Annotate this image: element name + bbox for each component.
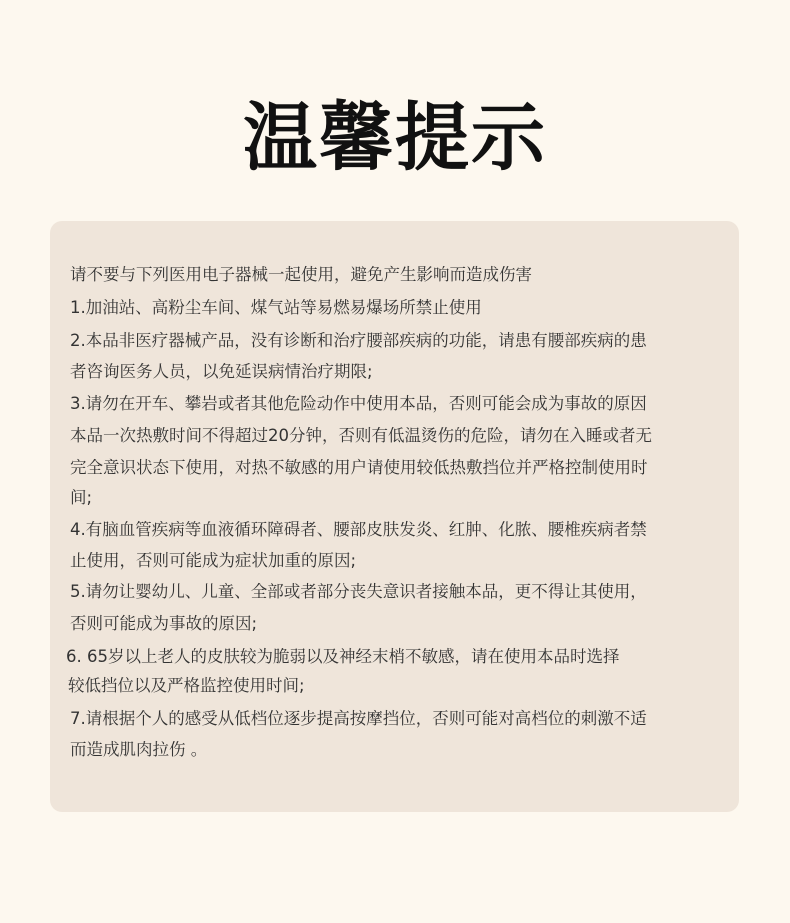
notice-item-3-line-2: 本品一次热敷时间不得超过20分钟，否则有低温烫伤的危险，请勿在入睡或者无 — [70, 426, 652, 445]
notice-item-7-line-1: 7.请根据个人的感受从低档位逐步提高按摩挡位，否则可能对高档位的刺激不适 — [70, 709, 647, 728]
notice-item-7-line-2: 而造成肌肉拉伤 。 — [70, 740, 208, 759]
page-title: 温馨提示 — [243, 95, 547, 181]
notice-item-4-line-2: 止使用，否则可能成为症状加重的原因; — [70, 551, 357, 570]
notice-item-5-line-1: 5.请勿让婴幼儿、儿童、全部或者部分丧失意识者接触本品，更不得让其使用， — [70, 582, 647, 601]
notice-item-5-line-2: 否则可能成为事故的原因; — [70, 614, 258, 633]
notice-item-3-line-1: 3.请勿在开车、攀岩或者其他危险动作中使用本品，否则可能会成为事故的原因 — [70, 394, 647, 413]
notice-item-6-line-1: 6. 65岁以上老人的皮肤较为脆弱以及神经末梢不敏感，请在使用本品时选择 — [66, 647, 620, 666]
notice-item-6-line-2: 较低挡位以及严格监控使用时间; — [68, 676, 305, 695]
notice-item-2-line-1: 2.本品非医疗器械产品，没有诊断和治疗腰部疾病的功能，请患有腰部疾病的患 — [70, 331, 647, 350]
notice-item-4-line-1: 4.有脑血管疾病等血液循环障碍者、腰部皮肤发炎、红肿、化脓、腰椎疾病者禁 — [70, 520, 647, 539]
notice-item-1: 1.加油站、高粉尘车间、煤气站等易燃易爆场所禁止使用 — [70, 298, 482, 317]
notice-intro: 请不要与下列医用电子器械一起使用，避免产生影响而造成伤害 — [70, 265, 532, 284]
notice-item-3-line-4: 间; — [70, 488, 93, 507]
notice-item-2-line-2: 者咨询医务人员，以免延误病情治疗期限; — [70, 362, 373, 381]
notice-item-3-line-3: 完全意识状态下使用，对热不敏感的用户请使用较低热敷挡位并严格控制使用时 — [70, 458, 648, 477]
notice-card — [50, 221, 739, 812]
